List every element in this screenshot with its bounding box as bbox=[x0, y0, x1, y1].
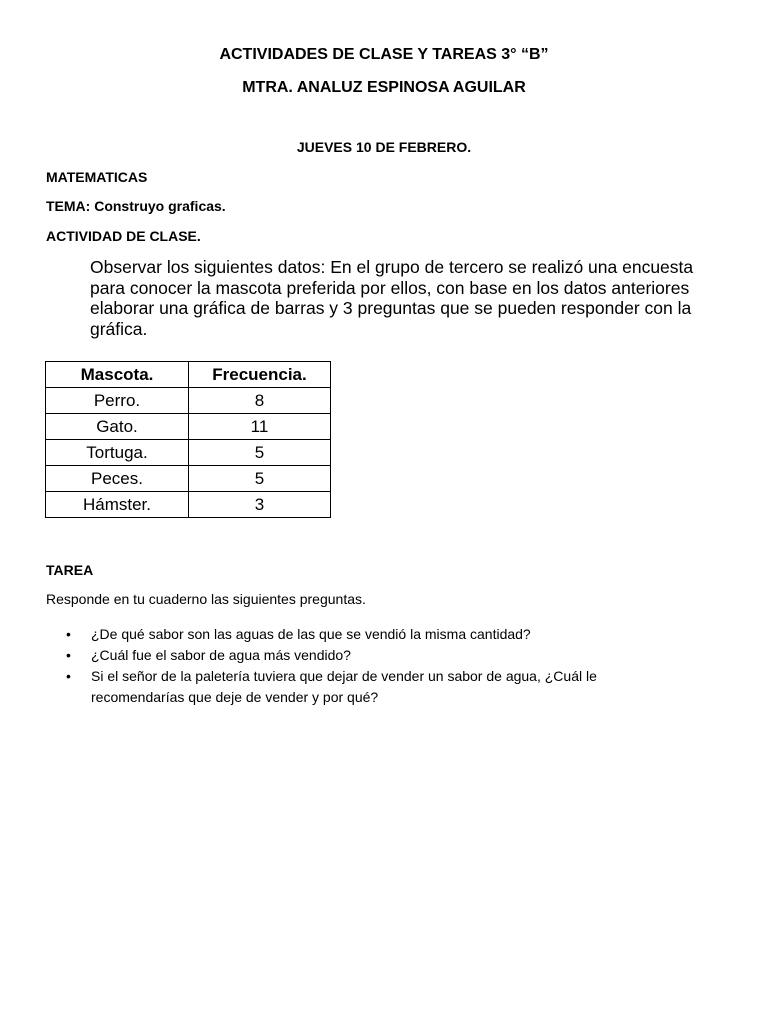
question-text: ¿Cuál fue el sabor de agua más vendido? bbox=[91, 647, 351, 663]
subject-heading: MATEMATICAS bbox=[46, 169, 148, 185]
table-row bbox=[46, 440, 331, 466]
frequency-cell: 5 bbox=[189, 440, 331, 466]
table-row bbox=[46, 388, 331, 414]
bullet-icon: • bbox=[66, 668, 71, 684]
table-header-row bbox=[46, 362, 331, 388]
list-item bbox=[46, 624, 686, 645]
table-row bbox=[46, 414, 331, 440]
question-text: ¿De qué sabor son las aguas de las que se vendió la misma cantidad? bbox=[91, 626, 531, 642]
question-text: Si el señor de la paletería tuviera que dejar de vender un sabor de agua, ¿Cuál le recomendarías que deje de vender y por qué? bbox=[91, 668, 597, 705]
activity-heading: ACTIVIDAD DE CLASE. bbox=[46, 228, 201, 244]
table-row bbox=[46, 492, 331, 518]
table-row bbox=[46, 466, 331, 492]
teacher-name: MTRA. ANALUZ ESPINOSA AGUILAR bbox=[242, 79, 526, 96]
pet-cell: Perro. bbox=[46, 388, 189, 414]
intro-paragraph: Observar los siguientes datos: En el grupo de tercero se realizó una encuesta para conocer la mascota preferida por ellos, con base en los datos anteriores elaborar una gráfica de barras y 3 preguntas que se pueden responder con la gráfica. bbox=[90, 257, 694, 339]
pet-cell: Peces. bbox=[46, 466, 189, 492]
frequency-cell: 3 bbox=[189, 492, 331, 518]
list-item bbox=[46, 666, 686, 708]
document-title: ACTIVIDADES DE CLASE Y TAREAS 3° “B” bbox=[219, 46, 549, 63]
pet-cell: Gato. bbox=[46, 414, 189, 440]
column-header-frequency: Frecuencia. bbox=[189, 362, 331, 388]
bullet-icon: • bbox=[66, 626, 71, 642]
bullet-icon: • bbox=[66, 647, 71, 663]
task-heading: TAREA bbox=[46, 562, 94, 578]
frequency-cell: 5 bbox=[189, 466, 331, 492]
column-header-pet: Mascota. bbox=[46, 362, 189, 388]
pet-cell: Hámster. bbox=[46, 492, 189, 518]
task-instruction: Responde en tu cuaderno las siguientes preguntas. bbox=[46, 591, 366, 607]
pet-cell: Tortuga. bbox=[46, 440, 189, 466]
pets-frequency-table bbox=[45, 361, 331, 518]
date-heading: JUEVES 10 DE FEBRERO. bbox=[296, 139, 472, 155]
questions-list bbox=[46, 624, 686, 708]
frequency-cell: 8 bbox=[189, 388, 331, 414]
list-item bbox=[46, 645, 686, 666]
topic-heading: TEMA: Construyo graficas. bbox=[46, 198, 226, 214]
frequency-cell: 11 bbox=[189, 414, 331, 440]
